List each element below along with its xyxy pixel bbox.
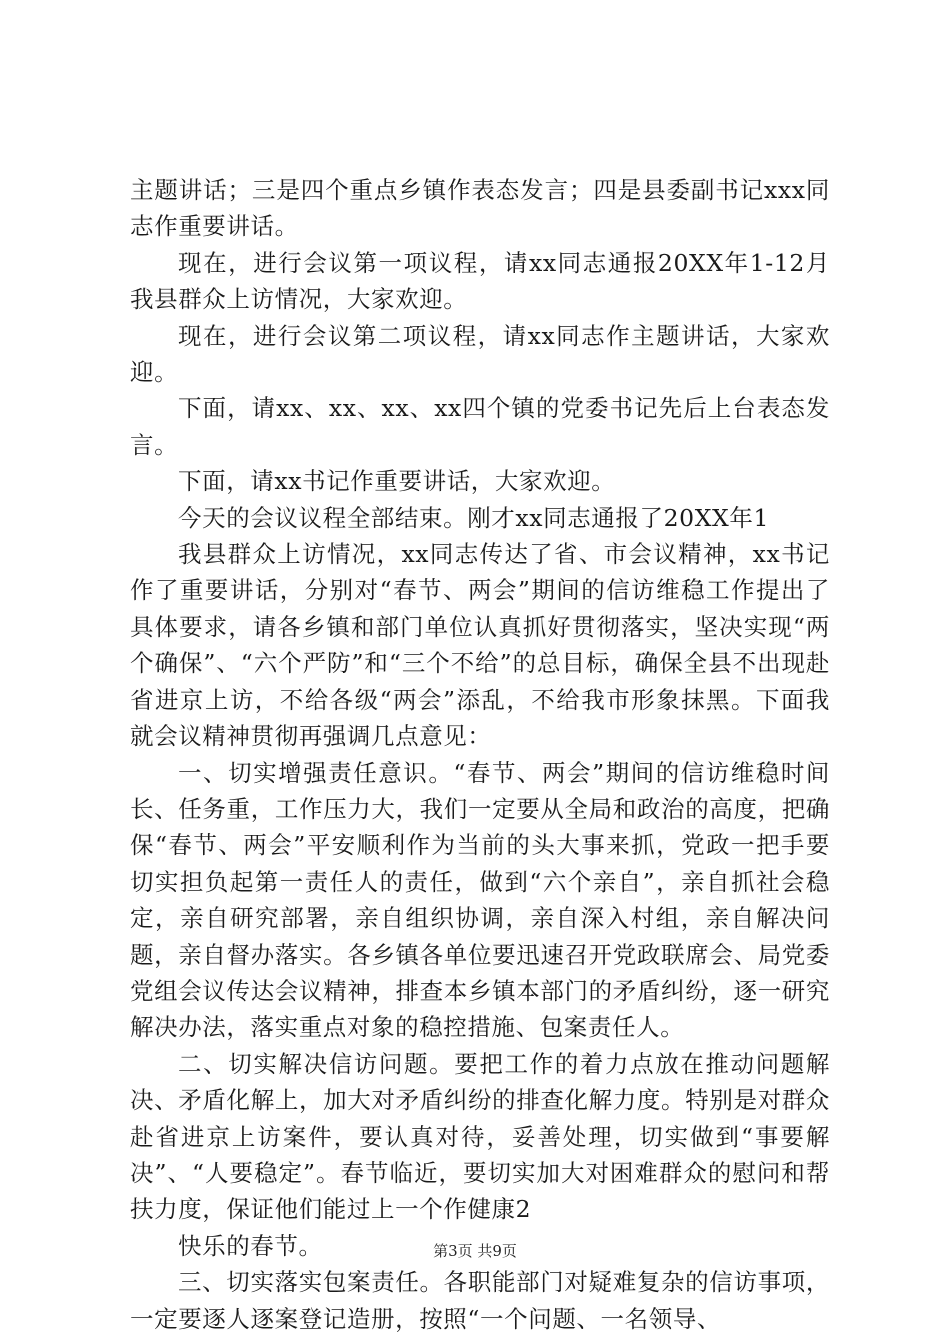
paragraph: 下面，请xx、xx、xx、xx四个镇的党委书记先后上台表态发言。 bbox=[130, 394, 830, 459]
paragraph: 快乐的春节。 bbox=[178, 1231, 323, 1260]
paragraph: 主题讲话；三是四个重点乡镇作表态发言；四是县委副书记xxx同志作重要讲话。 bbox=[130, 176, 830, 241]
paragraph: 三、切实落实包案责任。各职能部门对疑难复杂的信访事项，一定要逐人逐案登记造册，按照“一个问题、一名领导、 bbox=[130, 1268, 830, 1333]
paragraph: 今天的会议议程全部结束。刚才xx同志通报了20XX年1 bbox=[178, 503, 770, 532]
paragraph: 二、切实解决信访问题。要把工作的着力点放在推动问题解决、矛盾化解上，加大对矛盾纠纷的排查化解力度。特别是对群众赴省进京上访案件，要认真对待，妥善处理，切实做到“事要解决”、“人要稳定”。春节临近，要切实加大对困难群众的慰问和帮扶力度，保证他们能过上一个作健康2 bbox=[130, 1049, 830, 1224]
document-body bbox=[130, 172, 830, 1337]
page-number-footer: 第3页 共9页 bbox=[433, 1242, 517, 1260]
paragraph: 现在，进行会议第二项议程，请xx同志作主题讲话，大家欢迎。 bbox=[130, 321, 830, 387]
paragraph: 现在，进行会议第一项议程，请xx同志通报20XX年1-12月我县群众上访情况，大家欢迎。 bbox=[130, 248, 830, 314]
paragraph: 下面，请xx书记作重要讲话，大家欢迎。 bbox=[178, 467, 616, 496]
paragraph: 我县群众上访情况，xx同志传达了省、市会议精神，xx书记作了重要讲话，分别对“春节、两会”期间的信访维稳工作提出了具体要求，请各乡镇和部门单位认真抓好贯彻落实，坚决实现“两个确保”、“六个严防”和“三个不给”的总目标，确保全县不出现赴省进京上访，不给各级“两会”添乱，不给我市形象抹黑。下面我就会议精神贯彻再强调几点意见： bbox=[130, 540, 830, 751]
paragraph: 一、切实增强责任意识。“春节、两会”期间的信访维稳时间长、任务重，工作压力大，我们一定要从全局和政治的高度，把确保“春节、两会”平安顺利作为当前的头大事来抓，党政一把手要切实担负起第一责任人的责任，做到“六个亲自”，亲自抓社会稳定，亲自研究部署，亲自组织协调，亲自深入村组，亲自解决问题，亲自督办落实。各乡镇各单位要迅速召开党政联席会、局党委党组会议传达会议精神，排查本乡镇本部门的矛盾纠纷，逐一研究解决办法，落实重点对象的稳控措施、包案责任人。 bbox=[130, 758, 830, 1042]
